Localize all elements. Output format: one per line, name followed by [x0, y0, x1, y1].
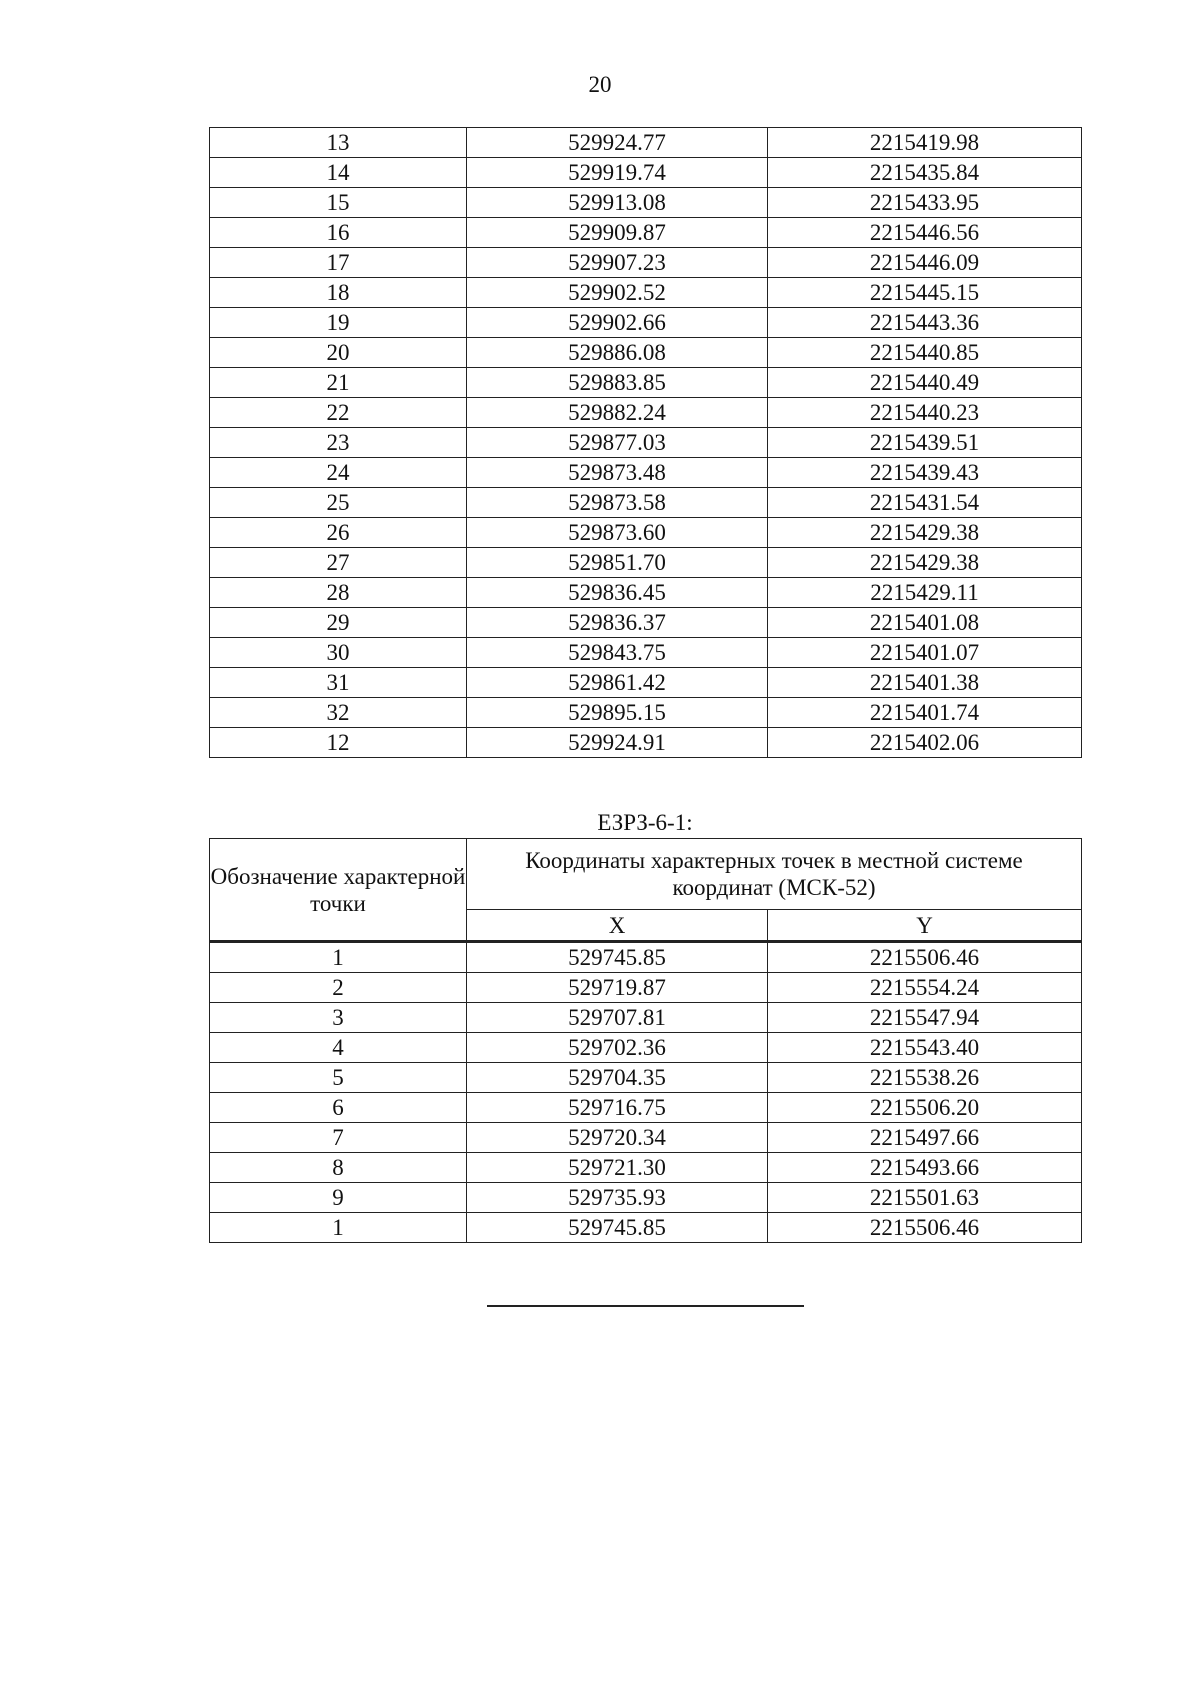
table-body — [210, 128, 1082, 758]
y-cell: 2215402.06 — [768, 728, 1082, 758]
x-cell: 529883.85 — [467, 368, 768, 398]
y-cell: 2215419.98 — [768, 128, 1082, 158]
point-id-cell: 28 — [210, 578, 467, 608]
x-cell: 529719.87 — [467, 973, 768, 1003]
y-cell: 2215446.56 — [768, 218, 1082, 248]
point-id-cell: 12 — [210, 728, 467, 758]
y-cell: 2215401.08 — [768, 608, 1082, 638]
y-cell: 2215440.23 — [768, 398, 1082, 428]
point-id-cell: 27 — [210, 548, 467, 578]
y-cell: 2215433.95 — [768, 188, 1082, 218]
point-id-cell: 15 — [210, 188, 467, 218]
x-cell: 529877.03 — [467, 428, 768, 458]
table-header — [210, 839, 1082, 942]
point-id-cell: 5 — [210, 1063, 467, 1093]
x-cell: 529836.45 — [467, 578, 768, 608]
x-cell: 529836.37 — [467, 608, 768, 638]
x-cell: 529745.85 — [467, 942, 768, 973]
point-id-cell: 14 — [210, 158, 467, 188]
point-id-cell: 17 — [210, 248, 467, 278]
point-id-cell: 26 — [210, 518, 467, 548]
zone-caption: ЕЗРЗ-6-1: — [597, 810, 693, 835]
point-id-cell: 6 — [210, 1093, 467, 1123]
y-cell: 2215439.43 — [768, 458, 1082, 488]
table-row — [210, 398, 1082, 428]
y-cell: 2215538.26 — [768, 1063, 1082, 1093]
y-cell: 2215429.38 — [768, 518, 1082, 548]
coordinates-table-zone — [209, 838, 1082, 1243]
table-row — [210, 1123, 1082, 1153]
y-cell: 2215439.51 — [768, 428, 1082, 458]
end-divider — [487, 1305, 804, 1307]
point-id-cell: 22 — [210, 398, 467, 428]
y-cell: 2215443.36 — [768, 308, 1082, 338]
y-cell: 2215493.66 — [768, 1153, 1082, 1183]
point-id-cell: 16 — [210, 218, 467, 248]
point-id-cell: 23 — [210, 428, 467, 458]
x-cell: 529913.08 — [467, 188, 768, 218]
y-cell: 2215440.49 — [768, 368, 1082, 398]
x-cell: 529895.15 — [467, 698, 768, 728]
table-row — [210, 1003, 1082, 1033]
point-label-header: Обозначение характерной точки — [210, 839, 467, 942]
table-row — [210, 368, 1082, 398]
x-cell: 529902.66 — [467, 308, 768, 338]
x-cell: 529873.60 — [467, 518, 768, 548]
table-row — [210, 488, 1082, 518]
table-row — [210, 1063, 1082, 1093]
x-cell: 529707.81 — [467, 1003, 768, 1033]
y-cell: 2215401.38 — [768, 668, 1082, 698]
table-row — [210, 428, 1082, 458]
table-row — [210, 548, 1082, 578]
y-cell: 2215506.46 — [768, 942, 1082, 973]
y-cell: 2215429.11 — [768, 578, 1082, 608]
point-id-cell: 7 — [210, 1123, 467, 1153]
table-row — [210, 1183, 1082, 1213]
coordinates-table-continued — [209, 127, 1082, 758]
y-cell: 2215506.20 — [768, 1093, 1082, 1123]
table-row — [210, 1033, 1082, 1063]
table-row — [210, 1153, 1082, 1183]
table-row — [210, 518, 1082, 548]
x-cell: 529907.23 — [467, 248, 768, 278]
table-row — [210, 942, 1082, 973]
page-number: 20 — [588, 72, 612, 97]
point-id-cell: 1 — [210, 1213, 467, 1243]
x-cell: 529861.42 — [467, 668, 768, 698]
x-cell: 529873.48 — [467, 458, 768, 488]
x-column-header: X — [467, 910, 768, 942]
x-cell: 529716.75 — [467, 1093, 768, 1123]
table-row — [210, 158, 1082, 188]
x-cell: 529702.36 — [467, 1033, 768, 1063]
table-row — [210, 668, 1082, 698]
x-cell: 529843.75 — [467, 638, 768, 668]
table-row — [210, 728, 1082, 758]
y-cell: 2215547.94 — [768, 1003, 1082, 1033]
point-id-cell: 25 — [210, 488, 467, 518]
point-id-cell: 3 — [210, 1003, 467, 1033]
x-cell: 529745.85 — [467, 1213, 768, 1243]
table-row — [210, 308, 1082, 338]
x-cell: 529919.74 — [467, 158, 768, 188]
y-cell: 2215431.54 — [768, 488, 1082, 518]
table-row — [210, 248, 1082, 278]
point-id-cell: 8 — [210, 1153, 467, 1183]
table-row — [210, 638, 1082, 668]
table-row — [210, 188, 1082, 218]
header-row — [210, 839, 1082, 910]
point-id-cell: 9 — [210, 1183, 467, 1213]
point-id-cell: 19 — [210, 308, 467, 338]
table-row — [210, 128, 1082, 158]
point-id-cell: 24 — [210, 458, 467, 488]
x-cell: 529721.30 — [467, 1153, 768, 1183]
y-cell: 2215543.40 — [768, 1033, 1082, 1063]
x-cell: 529909.87 — [467, 218, 768, 248]
point-id-cell: 4 — [210, 1033, 467, 1063]
table-row — [210, 608, 1082, 638]
table-row — [210, 278, 1082, 308]
y-cell: 2215435.84 — [768, 158, 1082, 188]
x-cell: 529720.34 — [467, 1123, 768, 1153]
table-row — [210, 973, 1082, 1003]
x-cell: 529873.58 — [467, 488, 768, 518]
y-cell: 2215440.85 — [768, 338, 1082, 368]
x-cell: 529902.52 — [467, 278, 768, 308]
point-id-cell: 2 — [210, 973, 467, 1003]
point-id-cell: 20 — [210, 338, 467, 368]
x-cell: 529882.24 — [467, 398, 768, 428]
y-cell: 2215497.66 — [768, 1123, 1082, 1153]
y-cell: 2215401.07 — [768, 638, 1082, 668]
y-cell: 2215429.38 — [768, 548, 1082, 578]
point-id-cell: 1 — [210, 942, 467, 973]
point-id-cell: 31 — [210, 668, 467, 698]
point-id-cell: 32 — [210, 698, 467, 728]
x-cell: 529704.35 — [467, 1063, 768, 1093]
x-cell: 529735.93 — [467, 1183, 768, 1213]
table-row — [210, 1213, 1082, 1243]
table-row — [210, 458, 1082, 488]
x-cell: 529924.77 — [467, 128, 768, 158]
point-id-cell: 13 — [210, 128, 467, 158]
coords-label-header: Координаты характерных точек в местной системе координат (МСК-52) — [467, 839, 1082, 910]
y-cell: 2215401.74 — [768, 698, 1082, 728]
y-column-header: Y — [768, 910, 1082, 942]
table-row — [210, 578, 1082, 608]
y-cell: 2215554.24 — [768, 973, 1082, 1003]
point-id-cell: 30 — [210, 638, 467, 668]
x-cell: 529886.08 — [467, 338, 768, 368]
point-id-cell: 29 — [210, 608, 467, 638]
y-cell: 2215506.46 — [768, 1213, 1082, 1243]
point-id-cell: 18 — [210, 278, 467, 308]
y-cell: 2215501.63 — [768, 1183, 1082, 1213]
table-row — [210, 698, 1082, 728]
x-cell: 529924.91 — [467, 728, 768, 758]
point-id-cell: 21 — [210, 368, 467, 398]
y-cell: 2215445.15 — [768, 278, 1082, 308]
y-cell: 2215446.09 — [768, 248, 1082, 278]
x-cell: 529851.70 — [467, 548, 768, 578]
table-row — [210, 338, 1082, 368]
table-body — [210, 942, 1082, 1243]
table-row — [210, 218, 1082, 248]
table-row — [210, 1093, 1082, 1123]
